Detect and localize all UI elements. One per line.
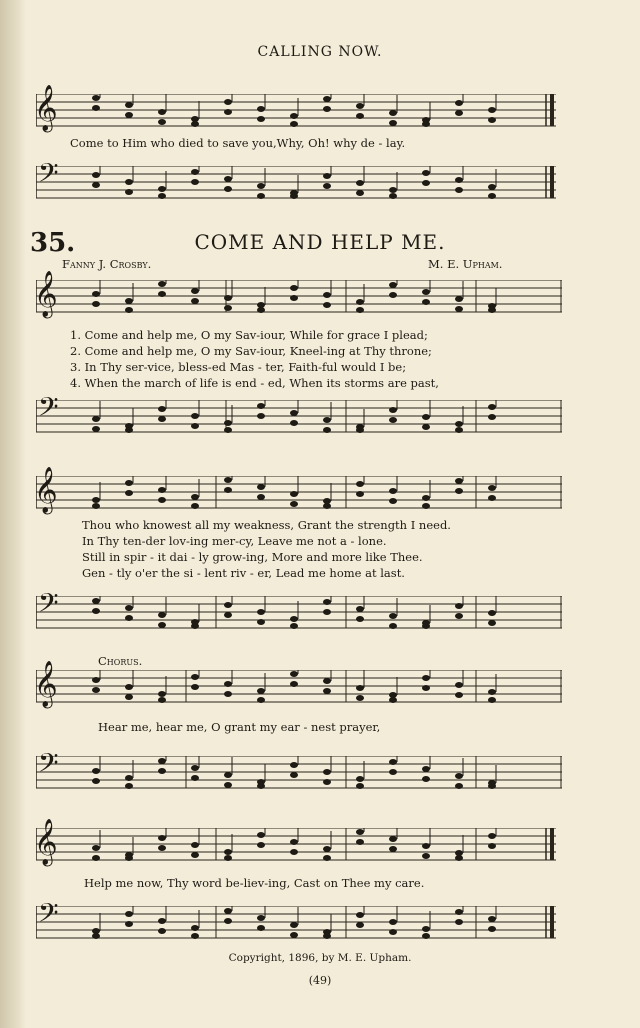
note-head [323,688,331,694]
verse-line: In Thy ten-der lov-ing mer-cy, Leave me not a - lone. [82,534,387,548]
note-head [125,783,133,789]
note-head [125,911,133,917]
note-head [290,501,298,507]
note-head [191,674,199,680]
note-head [191,925,199,931]
staff-bass-4 [36,906,556,946]
note-head [257,116,265,122]
note-head [323,183,331,189]
hymn-composer: M. E. Upham. [428,257,503,271]
note-head [290,193,298,199]
note-head [488,926,496,932]
note-head [158,291,166,297]
note-head [158,697,166,703]
note-head [224,295,232,301]
note-head [92,608,100,614]
staff-treble-3 [36,670,562,710]
note-head [92,172,100,178]
note-head [323,173,331,179]
note-head [92,503,100,509]
note-head [224,782,232,788]
staff-treble-2 [36,476,562,516]
note-head [356,606,364,612]
chorus-label: Chorus. [98,654,143,668]
note-head [191,179,199,185]
note-head [422,424,430,430]
note-head [455,773,463,779]
note-head [356,491,364,497]
note-head [224,691,232,697]
note-head [488,307,496,313]
note-head [224,477,232,483]
note-head [158,835,166,841]
note-head [488,193,496,199]
note-head [356,829,364,835]
prev-hymn-title: CALLING NOW. [257,44,383,60]
note-head [389,759,397,765]
note-head [356,695,364,701]
note-head [191,684,199,690]
note-head [158,281,166,287]
note-head [191,765,199,771]
note-head [323,846,331,852]
note-head [191,933,199,939]
note-head [191,852,199,858]
prev-hymn-lyric: Come to Him who died to save you,Why, Oh! why de - lay. [70,136,406,150]
note-head [323,417,331,423]
note-head [224,99,232,105]
note-head [257,307,265,313]
note-head [92,416,100,422]
note-head [389,846,397,852]
note-head [224,305,232,311]
note-head [191,298,199,304]
note-head [488,107,496,113]
note-head [323,96,331,102]
note-head [422,299,430,305]
note-head [158,622,166,628]
bass-clef-icon: 𝄢 [38,747,59,785]
note-head [92,677,100,683]
note-head [356,776,364,782]
note-head [389,613,397,619]
note-head [488,916,496,922]
note-head [191,169,199,175]
note-head [125,684,133,690]
note-head [257,697,265,703]
note-head [191,775,199,781]
verse-line: 3. In Thy ser-vice, bless-ed Mas - ter, Faith-ful would I be; [70,360,407,374]
chorus-lyric-1: Hear me, hear me, O grant my ear - nest prayer, [98,720,381,734]
note-head [323,678,331,684]
note-head [224,487,232,493]
note-head [290,681,298,687]
note-head [224,772,232,778]
note-head [389,110,397,116]
note-head [92,778,100,784]
note-head [356,685,364,691]
note-head [224,602,232,608]
note-head [125,605,133,611]
note-head [290,762,298,768]
note-head [125,298,133,304]
note-head [257,832,265,838]
note-head [455,478,463,484]
note-head [455,855,463,861]
note-head [257,842,265,848]
note-head [290,616,298,622]
note-head [290,839,298,845]
note-head [422,685,430,691]
note-head [158,416,166,422]
note-head [92,291,100,297]
note-head [158,918,166,924]
note-head [323,302,331,308]
note-head [290,410,298,416]
note-head [125,775,133,781]
note-head [356,190,364,196]
note-head [92,426,100,432]
note-head [389,697,397,703]
note-head [224,427,232,433]
note-head [323,503,331,509]
note-head [356,103,364,109]
verse-line: 2. Come and help me, O my Sav-iour, Kneel-ing at Thy throne; [70,344,432,358]
note-head [488,689,496,695]
note-head [323,855,331,861]
note-head [422,414,430,420]
note-head [158,186,166,192]
note-head [158,406,166,412]
note-head [389,292,397,298]
note-head [191,413,199,419]
note-head [455,177,463,183]
note-head [422,170,430,176]
staff-treble-1 [36,280,562,320]
note-head [455,427,463,433]
note-head [455,187,463,193]
note-head [323,106,331,112]
note-head [455,783,463,789]
note-head [455,421,463,427]
note-head [257,484,265,490]
note-head [455,692,463,698]
note-head [125,102,133,108]
note-head [455,110,463,116]
note-head [323,427,331,433]
note-head [422,933,430,939]
note-head [92,687,100,693]
note-head [389,488,397,494]
note-head [257,413,265,419]
note-head [323,769,331,775]
note-head [488,620,496,626]
note-head [323,599,331,605]
note-head [125,694,133,700]
note-head [158,497,166,503]
note-head [92,182,100,188]
note-head [224,186,232,192]
hymn-number: 35. [30,228,76,258]
note-head [356,616,364,622]
verse-line: Thou who knowest all my weakness, Grant the strength I need. [82,518,451,532]
note-head [158,845,166,851]
treble-clef-icon: 𝄞 [34,271,58,317]
note-head [92,95,100,101]
note-head [422,926,430,932]
treble-clef-icon: 𝄞 [34,819,58,865]
chorus-lyric-2: Help me now, Thy word be-liev-ing, Cast on Thee my care. [84,876,425,890]
note-head [224,849,232,855]
note-head [455,306,463,312]
note-head [158,109,166,115]
note-head [455,919,463,925]
verse-line: 4. When the march of life is end - ed, When its storms are past, [70,376,439,390]
note-head [389,417,397,423]
note-head [125,189,133,195]
note-head [356,839,364,845]
note-head [92,845,100,851]
note-head [356,427,364,433]
note-head [257,619,265,625]
note-head [422,843,430,849]
note-head [257,783,265,789]
note-head [389,282,397,288]
note-head [422,675,430,681]
note-head [422,853,430,859]
staff-bass-3 [36,756,562,796]
note-head [356,299,364,305]
note-head [356,113,364,119]
note-head [92,497,100,503]
note-head [323,609,331,615]
note-head [389,623,397,629]
note-head [224,420,232,426]
note-head [224,612,232,618]
note-head [158,119,166,125]
treble-clef-icon: 𝄞 [34,661,58,707]
note-head [356,783,364,789]
note-head [323,779,331,785]
note-head [191,494,199,500]
note-head [488,117,496,123]
note-head [158,768,166,774]
note-head [191,121,199,127]
note-head [224,109,232,115]
note-head [92,768,100,774]
note-head [257,106,265,112]
treble-clef-icon: 𝄞 [34,467,58,513]
note-head [488,843,496,849]
note-head [125,427,133,433]
note-head [92,933,100,939]
note-head [290,491,298,497]
note-head [191,288,199,294]
note-head [158,193,166,199]
note-head [92,855,100,861]
note-head [257,688,265,694]
note-head [290,295,298,301]
note-head [257,915,265,921]
note-head [422,180,430,186]
staff-bass-2 [36,596,562,636]
note-head [290,285,298,291]
note-head [125,307,133,313]
note-head [224,918,232,924]
note-head [488,485,496,491]
note-head [422,495,430,501]
note-head [125,112,133,118]
note-head [389,929,397,935]
note-head [191,623,199,629]
note-head [389,919,397,925]
note-head [488,495,496,501]
note-head [158,691,166,697]
note-head [488,414,496,420]
note-head [257,403,265,409]
note-head [257,925,265,931]
note-head [356,481,364,487]
note-head [356,912,364,918]
note-head [224,681,232,687]
note-head [389,836,397,842]
note-head [455,488,463,494]
note-head [488,184,496,190]
note-head [290,772,298,778]
note-head [125,490,133,496]
verse-line: Gen - tly o'er the si - lent riv - er, Lead me home at last. [82,566,405,580]
note-head [455,909,463,915]
note-head [290,922,298,928]
binding-edge [0,0,26,1028]
staff-treble-4 [36,828,556,868]
note-head [389,120,397,126]
note-head [158,487,166,493]
note-head [257,183,265,189]
note-head [92,598,100,604]
note-head [488,697,496,703]
note-head [356,307,364,313]
note-head [455,296,463,302]
note-head [224,855,232,861]
note-head [191,503,199,509]
note-head [191,842,199,848]
note-head [389,407,397,413]
copyright-notice: Copyright, 1896, by M. E. Upham. [228,952,412,964]
note-head [125,921,133,927]
note-head [92,301,100,307]
note-head [323,292,331,298]
note-head [125,179,133,185]
note-head [290,623,298,629]
note-head [158,928,166,934]
note-head [422,289,430,295]
staff-treble-0 [36,94,556,134]
note-head [422,503,430,509]
note-head [290,113,298,119]
note-head [455,100,463,106]
note-head [356,922,364,928]
note-head [257,609,265,615]
verse-line: Still in spir - it dai - ly grow-ing, More and more like Thee. [82,550,423,564]
note-head [488,610,496,616]
note-head [422,766,430,772]
note-head [125,615,133,621]
bass-clef-icon: 𝄢 [38,897,59,935]
note-head [488,404,496,410]
note-head [455,613,463,619]
note-head [389,193,397,199]
note-head [422,623,430,629]
note-head [125,480,133,486]
note-head [257,193,265,199]
note-head [422,121,430,127]
note-head [125,855,133,861]
note-head [158,758,166,764]
note-head [290,420,298,426]
note-head [389,498,397,504]
bass-clef-icon: 𝄢 [38,587,59,625]
note-head [290,849,298,855]
note-head [488,783,496,789]
note-head [224,908,232,914]
note-head [158,612,166,618]
note-head [389,769,397,775]
note-head [290,671,298,677]
bass-clef-icon: 𝄢 [38,391,59,429]
note-head [389,187,397,193]
note-head [290,932,298,938]
note-head [422,776,430,782]
note-head [455,603,463,609]
note-head [455,682,463,688]
note-head [257,494,265,500]
note-head [191,423,199,429]
verse-line: 1. Come and help me, O my Sav-iour, While for grace I plead; [70,328,428,342]
staff-bass-0 [36,166,556,206]
bass-clef-icon: 𝄢 [38,157,59,195]
note-head [224,176,232,182]
page-number: (49) [308,974,332,987]
treble-clef-icon: 𝄞 [34,85,58,131]
staff-bass-1 [36,400,562,440]
hymn-title: COME AND HELP ME. [194,230,446,254]
hymn-author: Fanny J. Crosby. [62,257,152,271]
note-head [323,933,331,939]
note-head [92,105,100,111]
note-head [488,833,496,839]
note-head [356,180,364,186]
note-head [290,121,298,127]
